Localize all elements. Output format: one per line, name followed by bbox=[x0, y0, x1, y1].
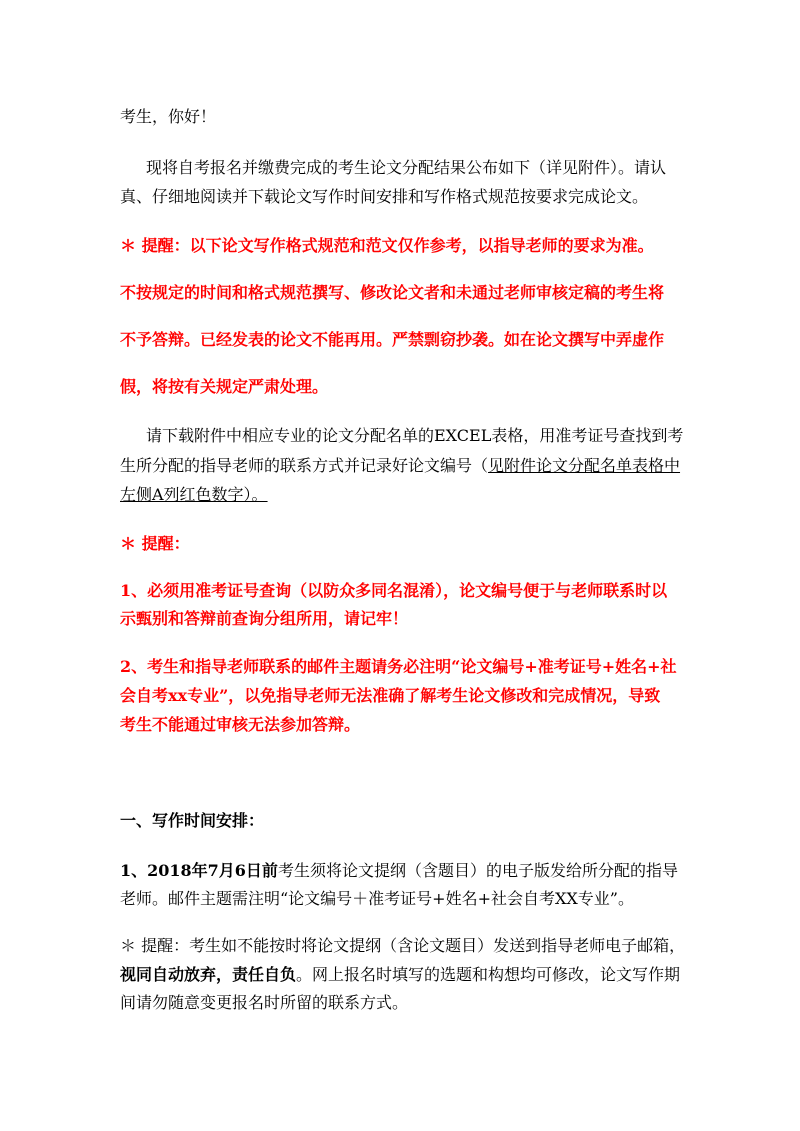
download-line-3: 左侧A列红色数字）。 bbox=[120, 485, 268, 504]
schedule-remind-line-3: 间请勿随意变更报名时所留的联系方式。 bbox=[120, 993, 409, 1012]
note2-line-3: 考生不能通过审核无法参加答辩。 bbox=[120, 715, 361, 734]
schedule-remind-bold: 视同自动放弃，责任自负 bbox=[120, 965, 297, 984]
schedule-line-2: 老师。邮件主题需注明“论文编号＋准考证号+姓名+社会自考XX专业”。 bbox=[120, 889, 634, 908]
section-heading-schedule: 一、写作时间安排： bbox=[120, 811, 265, 830]
note1-line-2: 示甄别和答辩前查询分组所用，请记牢！ bbox=[120, 609, 409, 628]
schedule-remind-line-2-text: 。网上报名时填写的选题和构想均可修改，论文写作期 bbox=[296, 965, 681, 984]
note2-line-1: 2、考生和指导老师联系的邮件主题请务必注明“论文编号+准考证号+姓名+社 bbox=[120, 657, 677, 676]
warning-line-1: ＊ 提醒：以下论文写作格式规范和范文仅作参考，以指导老师的要求为准。 bbox=[120, 236, 654, 255]
schedule-remind-line-2 bbox=[120, 964, 680, 986]
warning-line-4: 假，将按有关规定严肃处理。 bbox=[120, 377, 329, 396]
greeting: 考生，你好！ bbox=[120, 107, 217, 126]
warning-line-2: 不按规定的时间和格式规范撰写、修改论文者和未通过老师审核定稿的考生将 bbox=[120, 283, 665, 302]
note1-line-1: 1、必须用准考证号查询（以防众多同名混淆），论文编号便于与老师联系时以 bbox=[120, 581, 668, 600]
intro-line-2: 真、仔细地阅读并下载论文写作时间安排和写作格式规范按要求完成论文。 bbox=[120, 187, 649, 206]
schedule-remind-line-1: ＊ 提醒：考生如不能按时将论文提纲（含论文题目）发送到指导老师电子邮箱， bbox=[120, 936, 686, 955]
warning-line-3: 不予答辩。已经发表的论文不能再用。严禁剽窃抄袭。如在论文撰写中弄虚作 bbox=[120, 330, 665, 349]
remind-heading: ＊ 提醒： bbox=[120, 534, 190, 553]
schedule-line-1 bbox=[120, 860, 678, 882]
download-line-2 bbox=[120, 455, 680, 477]
download-line-1: 请下载附件中相应专业的论文分配名单的EXCEL表格，用准考证号查找到考 bbox=[146, 426, 684, 445]
schedule-line-1-text: 考生须将论文提纲（含题目）的电子版发给所分配的指导 bbox=[277, 861, 678, 880]
download-line-2-underlined: 见附件论文分配名单表格中 bbox=[488, 456, 681, 475]
download-line-2-text: 生所分配的指导老师的联系方式并记录好论文编号（ bbox=[120, 456, 489, 475]
note2-line-2: 会自考xx专业”，以免指导老师无法准确了解考生论文修改和完成情况，导致 bbox=[120, 686, 661, 705]
intro-line-1: 现将自考报名并缴费完成的考生论文分配结果公布如下（详见附件）。请认 bbox=[146, 158, 667, 177]
schedule-deadline: 1、2018年7月6日前 bbox=[120, 861, 278, 880]
